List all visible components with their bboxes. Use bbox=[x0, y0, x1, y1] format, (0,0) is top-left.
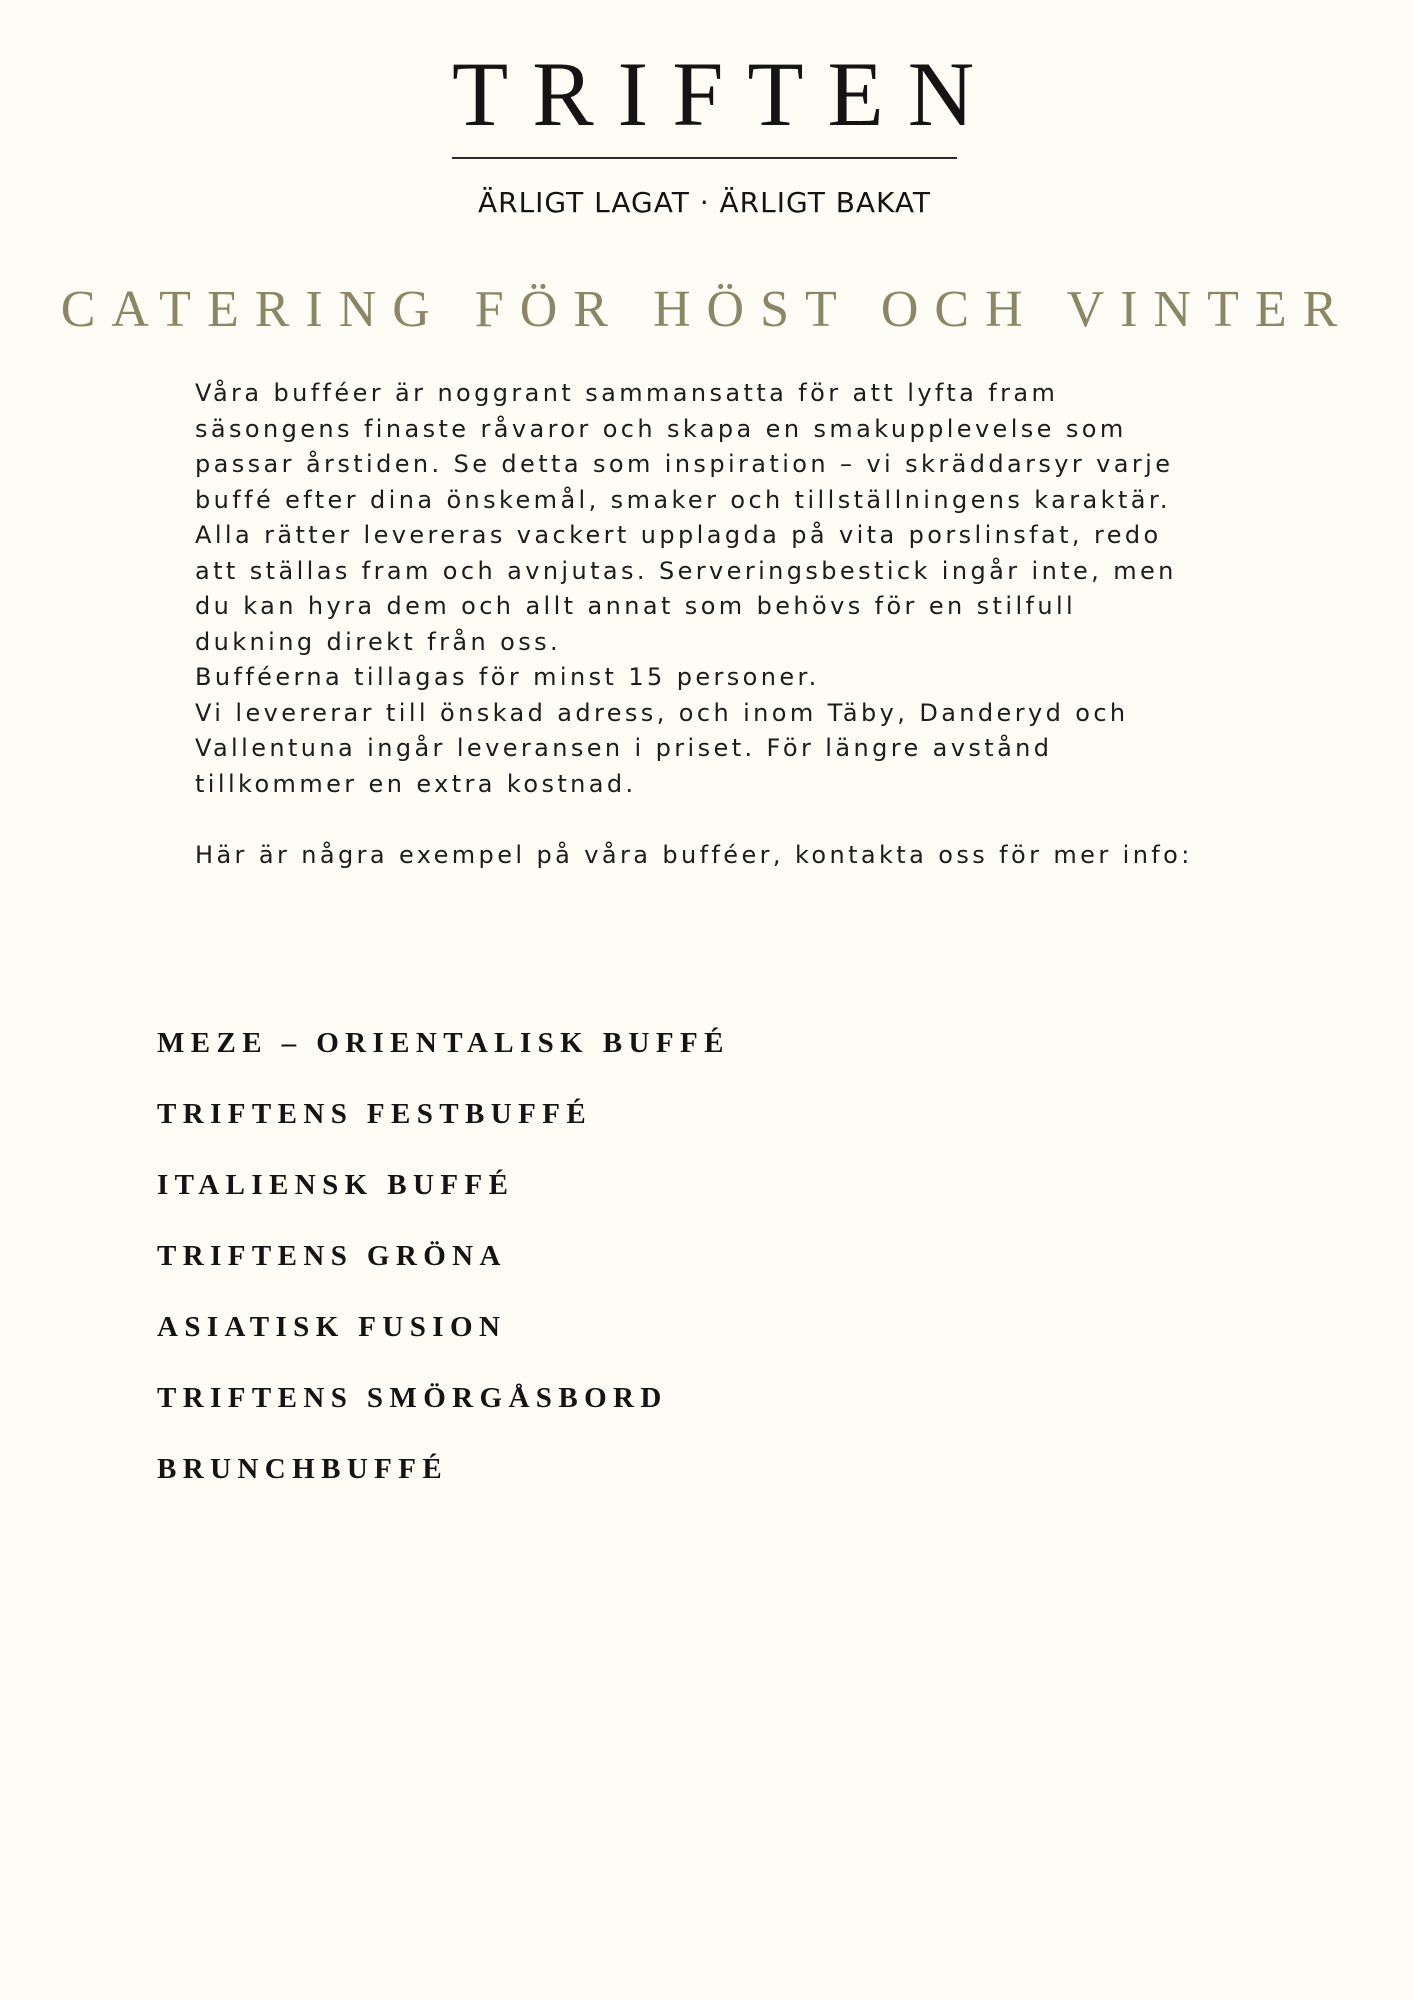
intro-paragraph: Alla rätter levereras vackert upplagda på vita porslinsfat, redo att ställas fram och avnjutas. Serveringsbestick ingår inte, men du kan hyra dem och allt annat som behövs för en stilfull dukning direkt från oss. bbox=[195, 521, 1177, 656]
page-title: CATERING FÖR HÖST OCH VINTER bbox=[60, 281, 1354, 338]
intro-paragraph: Här är några exempel på våra bufféer, kontakta oss för mer info: bbox=[195, 840, 1193, 869]
buffet-item-smorgasbord: TRIFTENS SMÖRGÅSBORD bbox=[157, 1382, 668, 1414]
intro-paragraph: Bufféerna tillagas för minst 15 personer. bbox=[195, 663, 820, 691]
buffet-item-meze: MEZE – ORIENTALISK BUFFÉ bbox=[157, 1027, 730, 1059]
buffet-item-grona: TRIFTENS GRÖNA bbox=[157, 1240, 507, 1272]
buffet-item-italiensk: ITALIENSK BUFFÉ bbox=[157, 1169, 515, 1201]
intro-paragraph: Vi levererar till önskad adress, och inom Täby, Danderyd och Vallentuna ingår leveransen i priset. För längre avstånd tillkommer en extra kostnad. bbox=[195, 698, 1129, 798]
buffet-item-festbuffe: TRIFTENS FESTBUFFÉ bbox=[157, 1098, 593, 1130]
brand-logo bbox=[452, 43, 999, 219]
brand-name: TRIFTEN bbox=[452, 43, 999, 145]
brand-divider bbox=[452, 157, 957, 159]
buffet-list bbox=[157, 1020, 730, 1517]
buffet-item-asiatisk: ASIATISK FUSION bbox=[157, 1311, 507, 1343]
paragraph-spacer bbox=[195, 802, 1205, 838]
brand-tagline: ÄRLIGT LAGAT · ÄRLIGT BAKAT bbox=[477, 186, 932, 219]
intro-paragraph: Våra bufféer är noggrant sammansatta för att lyfta fram säsongens finaste råvaror och skapa en smakupplevelse som passar årstiden. Se detta som inspiration – vi skräddarsyr varje buffé efter dina önskemål, smaker och tillställningens karaktär. bbox=[195, 379, 1174, 514]
buffet-item-brunch: BRUNCHBUFFÉ bbox=[157, 1453, 449, 1485]
intro-text bbox=[195, 376, 1205, 873]
